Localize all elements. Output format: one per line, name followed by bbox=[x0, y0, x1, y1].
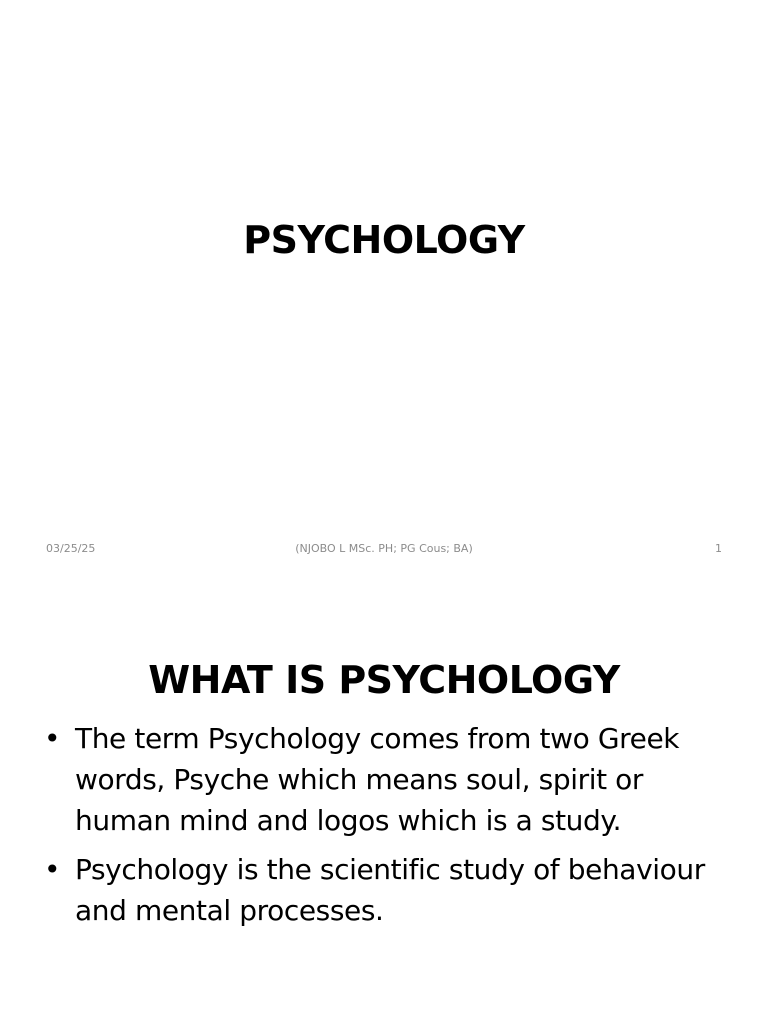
bullet-text: Psychology is the scientific study of behaviour and mental processes. bbox=[75, 853, 705, 927]
bullet-text: The term Psychology comes from two Greek words, Psyche which means soul, spirit or human mind and logos which is a study. bbox=[75, 722, 680, 837]
bullet-item bbox=[44, 718, 734, 841]
bullet-icon: • bbox=[44, 722, 61, 755]
slide-title: PSYCHOLOGY bbox=[243, 218, 525, 263]
bullet-list bbox=[44, 718, 734, 939]
footer-page-number: 1 bbox=[715, 542, 722, 555]
footer-author: (NJOBO L MSc. PH; PG Cous; BA) bbox=[295, 542, 473, 555]
bullet-icon: • bbox=[44, 853, 61, 886]
bullet-item bbox=[44, 849, 734, 931]
slide-2 bbox=[0, 576, 768, 1024]
footer-date: 03/25/25 bbox=[46, 542, 96, 555]
slide-title: WHAT IS PSYCHOLOGY bbox=[148, 657, 620, 702]
